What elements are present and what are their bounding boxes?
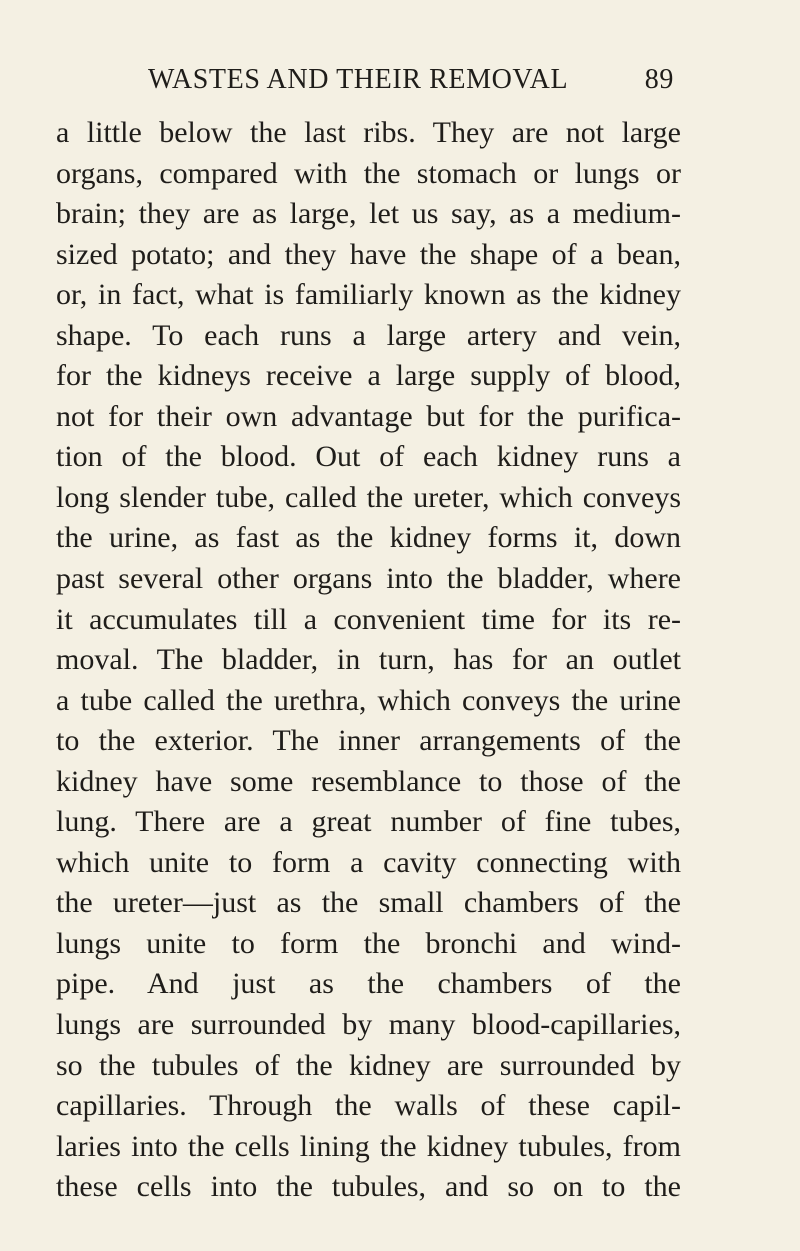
text-line: lungs unite to form the bronchi and wind- [56, 926, 681, 960]
text-line: past several other organs into the bladder, where [56, 562, 681, 596]
text-line: tion of the blood. Out of each kidney runs a [56, 440, 681, 474]
text-line: to the exterior. The inner arrangements of the [56, 724, 681, 758]
text-line: a little below the last ribs. They are not large [56, 116, 681, 149]
text-line: brain; they are as large, let us say, as a medium- [56, 197, 681, 231]
text-line: not for their own advantage but for the purifica- [56, 399, 681, 433]
text-line: or, in fact, what is familiarly known as the kidney [56, 278, 681, 312]
text-line: the ureter—just as the small chambers of the [56, 886, 681, 920]
text-line: lung. There are a great number of fine tubes, [56, 805, 681, 839]
text-line: organs, compared with the stomach or lungs or [56, 156, 681, 190]
text-line: lungs are surrounded by many blood-capillaries, [56, 1008, 681, 1042]
text-line: which unite to form a cavity connecting with [56, 845, 681, 879]
text-line: so the tubules of the kidney are surrounded by [56, 1048, 681, 1082]
page-number: 89 [644, 64, 674, 95]
text-line: the urine, as fast as the kidney forms it, down [56, 521, 681, 555]
text-line: for the kidneys receive a large supply of blood, [56, 359, 681, 393]
text-line: long slender tube, called the ureter, which conveys [56, 480, 681, 514]
body-text [56, 113, 681, 1208]
text-line: capillaries. Through the walls of these capil- [56, 1089, 681, 1123]
text-line: sized potato; and they have the shape of a bean, [56, 237, 681, 271]
text-line: these cells into the tubules, and so on to the [56, 1170, 681, 1204]
text-line: a tube called the urethra, which conveys the urine [56, 683, 681, 717]
running-title: WASTES AND THEIR REMOVAL [148, 64, 569, 95]
text-line: laries into the cells lining the kidney tubules, from [56, 1129, 681, 1163]
text-line: shape. To each runs a large artery and vein, [56, 318, 681, 352]
text-line: pipe. And just as the chambers of the [56, 967, 681, 1001]
text-line: moval. The bladder, in turn, has for an outlet [56, 643, 681, 677]
text-line: it accumulates till a convenient time for its re- [56, 602, 681, 636]
running-header [148, 62, 674, 98]
text-line: kidney have some resemblance to those of the [56, 764, 681, 798]
